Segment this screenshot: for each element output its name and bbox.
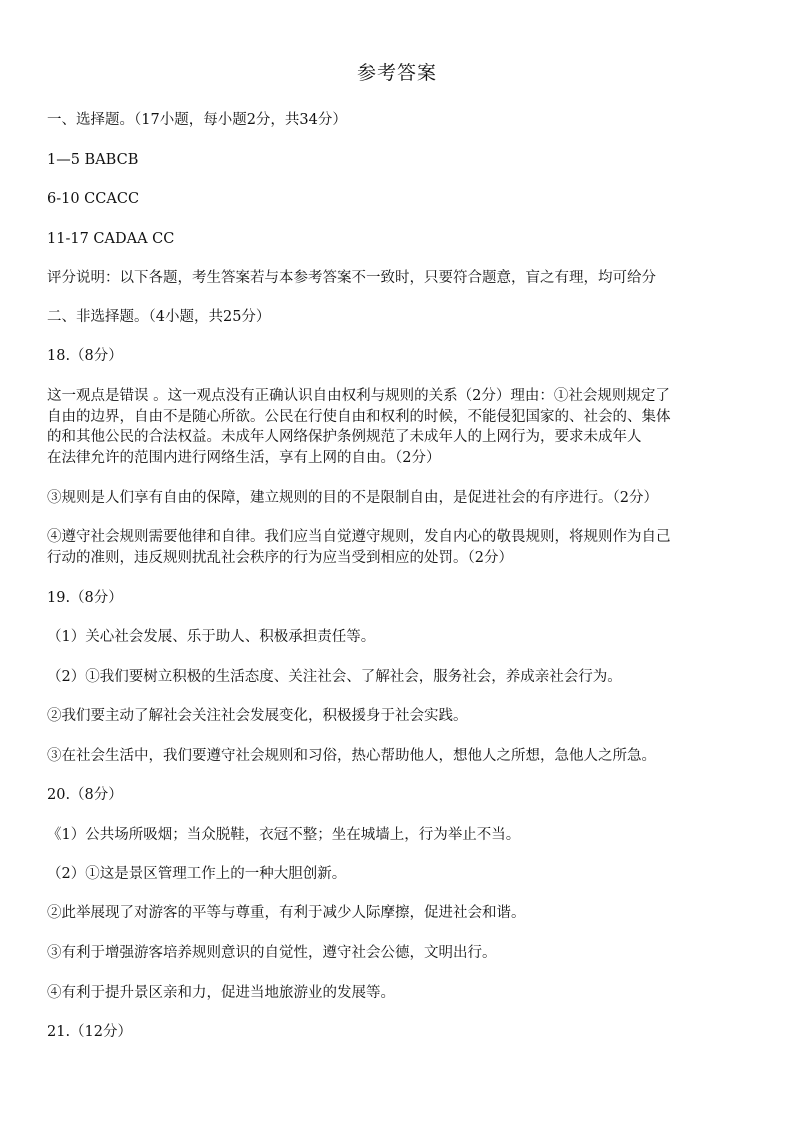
text-line: 这一观点是错误 。这一观点没有正确认识自由权利与规则的关系（2分）理由：①社会规则规定了: [47, 388, 670, 404]
section-two-heading: 二、非选择题。（4小题，共25分）: [47, 309, 271, 325]
q20-answer-2-3: ③有利于增强游客培养规则意识的自觉性，遵守社会公德，文明出行。: [47, 945, 497, 961]
text-line: 行动的准则，违反规则扰乱社会秩序的行为应当受到相应的处罚。（2分）: [47, 549, 513, 566]
q19-header: 19.（8分）: [47, 590, 123, 606]
section-one-heading: 一、选择题。（17小题，每小题2分，共34分）: [47, 112, 347, 128]
q20-answer-2-2: ②此举展现了对游客的平等与尊重，有利于减少人际摩擦，促进社会和谐。: [47, 905, 526, 921]
page-title: 参考答案: [356, 62, 437, 84]
grading-note: 评分说明：以下各题，考生答案若与本参考答案不一致时，只要符合题意，盲之有理，均可给分: [47, 270, 656, 286]
answers-11-17: 11-17 CADAA CC: [47, 231, 175, 247]
q18-paragraph-1: [47, 386, 747, 468]
q18-point-4: [47, 527, 747, 568]
text-line: 自由的边界，自由不是随心所欲。公民在行使自由和权利的时候，不能侵犯国家的、社会的、集体: [47, 408, 671, 425]
q19-answer-1: （1）关心社会发展、乐于助人、积极承担责任等。: [47, 629, 376, 645]
text-line: 在法律允许的范围内进行网络生活，享有上网的自由。（2分）: [47, 449, 441, 466]
q20-answer-2-1: （2）①这是景区管理工作上的一种大胆创新。: [47, 866, 347, 882]
q21-header: 21.（12分）: [47, 1024, 133, 1040]
q19-answer-2-3: ③在社会生活中，我们要遵守社会规则和习俗，热心帮助他人，想他人之所想，急他人之所急。: [47, 748, 656, 764]
q20-answer-1: 《1）公共场所吸烟；当众脱鞋，衣冠不整；坐在城墙上，行为举止不当。: [47, 827, 521, 843]
answers-6-10: 6-10 CCACC: [47, 191, 140, 207]
answers-1-5: 1—5 BABCB: [47, 152, 139, 168]
text-line: ④遵守社会规则需要他律和自律。我们应当自觉遵守规则，发自内心的敬畏规则，将规则作为自己: [47, 529, 671, 545]
q18-point-3: ③规则是人们享有自由的保障，建立规则的目的不是限制自由，是促进社会的有序进行。（2分）: [47, 490, 658, 506]
text-line: 的和其他公民的合法权益。未成年人网络保护条例规范了未成年人的上网行为，要求未成年人: [47, 429, 642, 445]
q19-answer-2-2: ②我们要主动了解社会关注社会发展变化，积极援身于社会实践。: [47, 708, 468, 724]
q20-answer-2-4: ④有利于提升景区亲和力，促进当地旅游业的发展等。: [47, 985, 395, 1001]
q18-header: 18.（8分）: [47, 348, 123, 364]
q20-header: 20.（8分）: [47, 787, 123, 803]
q19-answer-2-1: （2）①我们要树立积极的生活态度、关注社会、了解社会，服务社会，养成亲社会行为。: [47, 669, 622, 685]
